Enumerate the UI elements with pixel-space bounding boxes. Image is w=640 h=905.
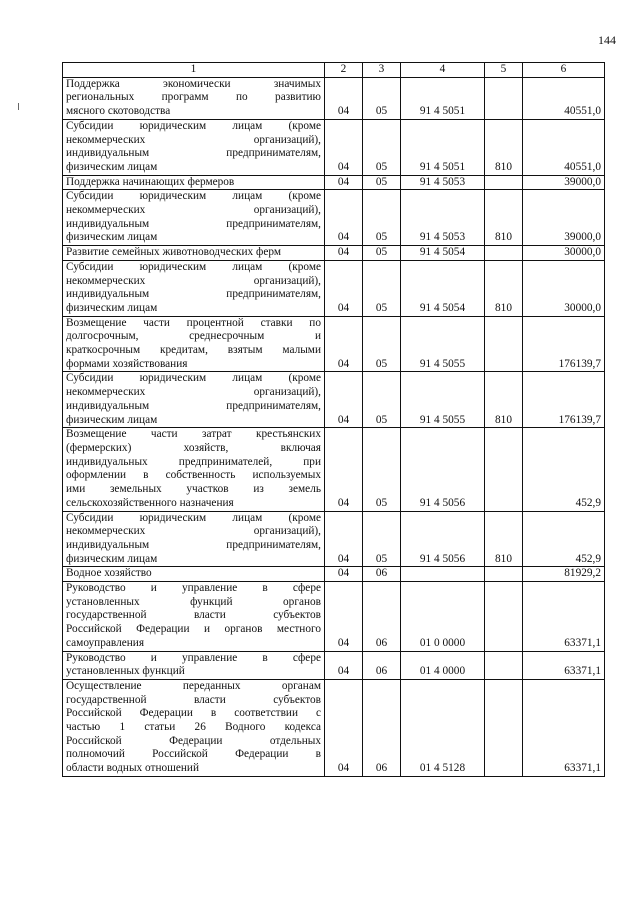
description-line: Российской Федерации и органов местного: [66, 623, 321, 636]
header-col-3: 3: [363, 63, 401, 78]
row-expense-type: [485, 582, 523, 652]
row-expense-type: [485, 175, 523, 190]
row-section-code: 04: [325, 428, 363, 511]
row-expense-type: 810: [485, 119, 523, 175]
row-amount: 452,9: [523, 511, 605, 567]
row-expense-type: [485, 428, 523, 511]
table-row: [63, 316, 605, 372]
description-line: физическим лицам: [66, 231, 158, 244]
row-description: [63, 246, 325, 261]
description-line: установленных функций органов: [66, 595, 321, 608]
row-subsection-code: 05: [363, 372, 401, 428]
row-expense-type: 810: [485, 372, 523, 428]
row-subsection-code: 05: [363, 428, 401, 511]
row-amount: 30000,0: [523, 260, 605, 316]
description-line: Осуществление переданных органам: [66, 679, 321, 692]
table-row: [63, 190, 605, 246]
description-line: Водное хозяйство: [66, 567, 152, 580]
table-row: [63, 119, 605, 175]
table-row: [63, 372, 605, 428]
row-description: [63, 190, 325, 246]
row-subsection-code: 05: [363, 511, 401, 567]
table-body: [63, 77, 605, 776]
table-row: [63, 260, 605, 316]
description-line: Субсидии юридическим лицам (кроме: [66, 511, 321, 524]
row-expense-type: [485, 77, 523, 119]
row-description: [63, 119, 325, 175]
description-line: некоммерческих организаций),: [66, 525, 321, 538]
row-subsection-code: 06: [363, 582, 401, 652]
row-expense-type: [485, 246, 523, 261]
row-subsection-code: 05: [363, 246, 401, 261]
row-amount: 176139,7: [523, 316, 605, 372]
table-row: [63, 651, 605, 679]
row-description: [63, 567, 325, 582]
header-col-2: 2: [325, 63, 363, 78]
row-subsection-code: 05: [363, 316, 401, 372]
row-section-code: 04: [325, 246, 363, 261]
row-amount: 81929,2: [523, 567, 605, 582]
description-line: (фермерских) хозяйств, включая: [66, 441, 321, 454]
table-row: [63, 679, 605, 776]
row-description: [63, 679, 325, 776]
description-line: Возмещение части процентной ставки по: [66, 316, 321, 329]
margin-mark: [18, 103, 19, 110]
row-expense-type: [485, 567, 523, 582]
description-line: самоуправления: [66, 636, 145, 649]
header-col-5: 5: [485, 63, 523, 78]
row-amount: 63371,1: [523, 679, 605, 776]
description-line: индивидуальным предпринимателям,: [66, 217, 321, 230]
row-target-code: 91 4 5055: [401, 372, 485, 428]
description-line: Поддержка экономически значимых: [66, 77, 321, 90]
description-line: физическим лицам: [66, 160, 158, 173]
description-line: Субсидии юридическим лицам (кроме: [66, 260, 321, 273]
row-subsection-code: 06: [363, 679, 401, 776]
row-section-code: 04: [325, 316, 363, 372]
row-amount: 452,9: [523, 428, 605, 511]
table-row: [63, 567, 605, 582]
description-line: Российской Федерации отдельных: [66, 734, 321, 747]
row-section-code: 04: [325, 260, 363, 316]
row-target-code: 91 4 5056: [401, 428, 485, 511]
budget-table: [62, 62, 605, 777]
description-line: оформлении в собственность используемых: [66, 469, 321, 482]
row-expense-type: 810: [485, 190, 523, 246]
row-amount: 40551,0: [523, 77, 605, 119]
row-section-code: 04: [325, 77, 363, 119]
description-line: установленных функций: [66, 665, 185, 678]
description-line: физическим лицам: [66, 552, 158, 565]
row-description: [63, 651, 325, 679]
description-line: региональных программ по развитию: [66, 91, 321, 104]
row-section-code: 04: [325, 190, 363, 246]
description-line: индивидуальным предпринимателям,: [66, 288, 321, 301]
row-expense-type: 810: [485, 511, 523, 567]
row-target-code: 01 0 0000: [401, 582, 485, 652]
row-description: [63, 77, 325, 119]
row-section-code: 04: [325, 582, 363, 652]
row-expense-type: [485, 316, 523, 372]
row-subsection-code: 06: [363, 567, 401, 582]
row-description: [63, 260, 325, 316]
row-section-code: 04: [325, 679, 363, 776]
description-line: Развитие семейных животноводческих ферм: [66, 246, 281, 259]
table-row: [63, 77, 605, 119]
description-line: Руководство и управление в сфере: [66, 651, 321, 664]
row-target-code: 91 4 5053: [401, 190, 485, 246]
page-number: 144: [598, 33, 616, 47]
row-subsection-code: 05: [363, 190, 401, 246]
row-amount: 39000,0: [523, 190, 605, 246]
header-row: [63, 63, 605, 78]
description-line: ими земельных участков из земель: [66, 483, 321, 496]
table-row: [63, 511, 605, 567]
row-amount: 63371,1: [523, 651, 605, 679]
description-line: Субсидии юридическим лицам (кроме: [66, 372, 321, 385]
row-amount: 63371,1: [523, 582, 605, 652]
row-target-code: 01 4 0000: [401, 651, 485, 679]
row-section-code: 04: [325, 372, 363, 428]
row-expense-type: [485, 651, 523, 679]
description-line: формами хозяйствования: [66, 357, 188, 370]
row-subsection-code: 06: [363, 651, 401, 679]
description-line: некоммерческих организаций),: [66, 204, 321, 217]
description-line: государственной власти субъектов: [66, 693, 321, 706]
row-description: [63, 372, 325, 428]
row-expense-type: [485, 679, 523, 776]
row-section-code: 04: [325, 119, 363, 175]
row-description: [63, 316, 325, 372]
description-line: долгосрочным, среднесрочным и: [66, 330, 321, 343]
description-line: индивидуальным предпринимателям,: [66, 538, 321, 551]
row-target-code: 91 4 5051: [401, 119, 485, 175]
description-line: сельскохозяйственного назначения: [66, 496, 234, 509]
row-subsection-code: 05: [363, 175, 401, 190]
description-line: краткосрочным кредитам, взятым малыми: [66, 344, 321, 357]
row-amount: 176139,7: [523, 372, 605, 428]
row-section-code: 04: [325, 175, 363, 190]
description-line: мясного скотоводства: [66, 105, 171, 118]
row-section-code: 04: [325, 651, 363, 679]
description-line: Субсидии юридическим лицам (кроме: [66, 119, 321, 132]
row-target-code: 91 4 5054: [401, 246, 485, 261]
table-row: [63, 175, 605, 190]
row-section-code: 04: [325, 511, 363, 567]
header-col-1: 1: [63, 63, 325, 78]
description-line: физическим лицам: [66, 301, 158, 314]
description-line: частью 1 статьи 26 Водного кодекса: [66, 721, 321, 734]
description-line: государственной власти субъектов: [66, 609, 321, 622]
table-row: [63, 428, 605, 511]
description-line: Поддержка начинающих фермеров: [66, 175, 235, 188]
row-expense-type: 810: [485, 260, 523, 316]
row-description: [63, 582, 325, 652]
row-target-code: 91 4 5053: [401, 175, 485, 190]
table-header: [63, 63, 605, 78]
description-line: индивидуальным предпринимателям,: [66, 147, 321, 160]
table-row: [63, 582, 605, 652]
description-line: области водных отношений: [66, 762, 200, 775]
row-target-code: [401, 567, 485, 582]
row-subsection-code: 05: [363, 260, 401, 316]
description-line: полномочий Российской Федерации в: [66, 748, 321, 761]
description-line: некоммерческих организаций),: [66, 133, 321, 146]
header-col-4: 4: [401, 63, 485, 78]
description-line: индивидуальных предпринимателей, при: [66, 455, 321, 468]
row-amount: 30000,0: [523, 246, 605, 261]
row-target-code: 91 4 5051: [401, 77, 485, 119]
row-section-code: 04: [325, 567, 363, 582]
row-target-code: 91 4 5055: [401, 316, 485, 372]
row-target-code: 91 4 5056: [401, 511, 485, 567]
row-description: [63, 175, 325, 190]
description-line: Возмещение части затрат крестьянских: [66, 428, 321, 441]
row-subsection-code: 05: [363, 119, 401, 175]
description-line: Российской Федерации в соответствии с: [66, 707, 321, 720]
row-amount: 39000,0: [523, 175, 605, 190]
header-col-6: 6: [523, 63, 605, 78]
row-description: [63, 511, 325, 567]
row-target-code: 91 4 5054: [401, 260, 485, 316]
row-target-code: 01 4 5128: [401, 679, 485, 776]
description-line: индивидуальным предпринимателям,: [66, 399, 321, 412]
row-amount: 40551,0: [523, 119, 605, 175]
description-line: некоммерческих организаций),: [66, 386, 321, 399]
row-subsection-code: 05: [363, 77, 401, 119]
description-line: Руководство и управление в сфере: [66, 582, 321, 595]
description-line: физическим лицам: [66, 413, 158, 426]
row-description: [63, 428, 325, 511]
description-line: Субсидии юридическим лицам (кроме: [66, 190, 321, 203]
description-line: некоммерческих организаций),: [66, 274, 321, 287]
table-row: [63, 246, 605, 261]
